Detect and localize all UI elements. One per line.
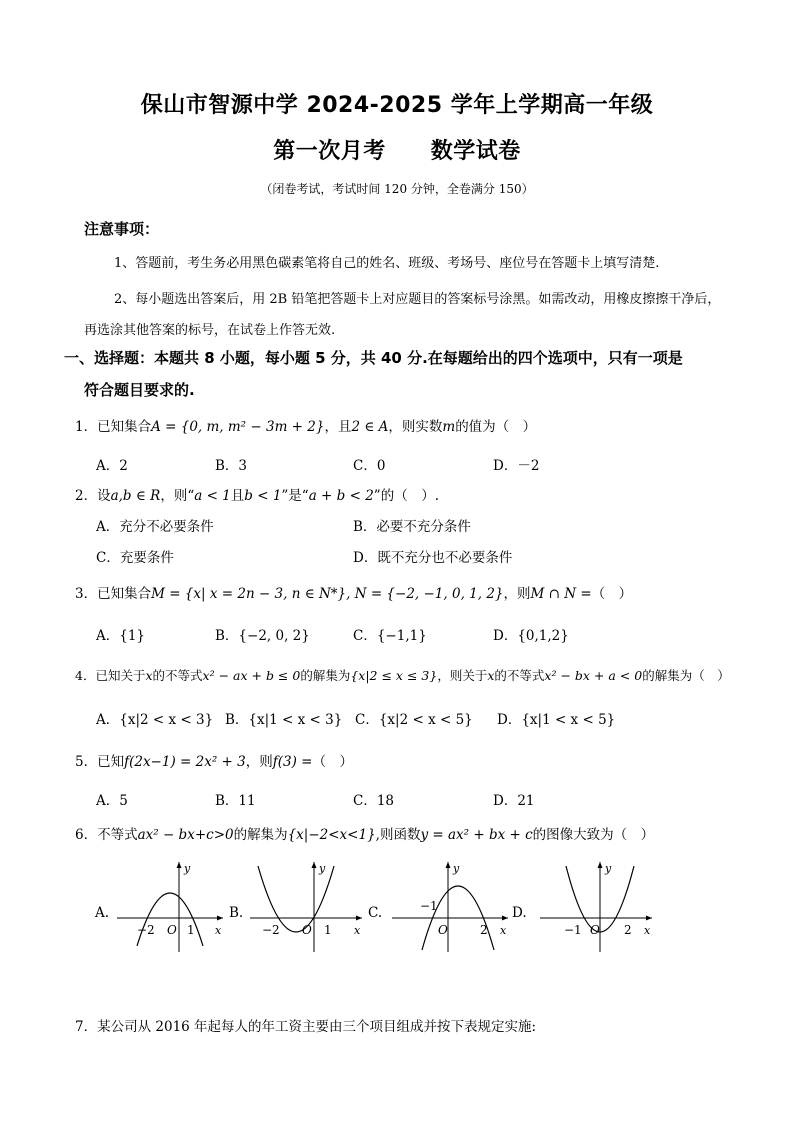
q3-option-d: D．{0,1,2} (493, 628, 569, 644)
notice-heading: 注意事项： (84, 220, 160, 238)
q4-option-d: D．{x|1 < x < 5} (497, 712, 616, 728)
graph-b-x-label: x (354, 924, 361, 937)
graph-c-x-label: x (500, 924, 507, 937)
question-1: 1．已知集合A = {0, m, m² − 3m + 2}，且2 ∈ A，则实数m的值为（ ） (75, 419, 537, 435)
q2-option-c: C．充要条件 (96, 550, 174, 566)
graph-b-origin: O (302, 923, 312, 937)
q6-graph-a (115, 858, 227, 954)
graph-c-origin: O (438, 923, 448, 937)
q1-option-a: A．2 (96, 458, 128, 474)
q3-option-a: A．{1} (96, 628, 146, 644)
graph-d-origin: O (590, 923, 600, 937)
notice-item-1: 1、答题前，考生务必用黑色碳素笔将自己的姓名、班级、考场号、座位号在答题卡上填写清楚. (114, 256, 660, 271)
notice-item-2b: 再选涂其他答案的标号，在试卷上作答无效. (84, 323, 336, 338)
q5-option-d: D．21 (493, 793, 535, 809)
question-4: 4．已知关于x的不等式x² − ax + b ≤ 0的解集为{x|2 ≤ x ≤ 3}，则关于x的不等式x² − bx + a < 0的解集为（ ） (75, 668, 730, 683)
graph-a-root-left: −2 (137, 923, 155, 937)
graph-a-x-label: x (215, 924, 222, 937)
q6-graph-d (538, 858, 656, 954)
q1-option-c: C．0 (353, 458, 386, 474)
graph-c-root-left: −1 (420, 899, 438, 913)
graph-d-root-right: 2 (624, 923, 632, 937)
q1-option-b: B．3 (215, 458, 248, 474)
graph-a-y-label: y (184, 862, 191, 875)
q6-graph-b (248, 858, 366, 954)
question-3: 3．已知集合M = {x| x = 2n − 3, n ∈ N*}, N = {−2, −1, 0, 1, 2}，则M ∩ N =（ ） (75, 586, 633, 602)
question-7: 7．某公司从 2016 年起每人的年工资主要由三个项目组成并按下表规定实施: (75, 1019, 537, 1035)
q2-option-b: B．必要不充分条件 (353, 519, 471, 535)
exam-note: （闭卷考试，考试时间 120 分钟，全卷满分 150） (260, 182, 534, 196)
exam-title-line2: 第一次月考 数学试卷 (273, 139, 521, 164)
q2-option-d: D．既不充分也不必要条件 (353, 550, 513, 566)
q6-option-b-label: B. (229, 905, 244, 921)
question-5: 5．已知f(2x−1) = 2x² + 3，则f(3) =（ ） (75, 754, 353, 770)
q5-option-b: B．11 (215, 793, 256, 809)
graph-c-y-label: y (453, 862, 460, 875)
section-heading-a: 一、选择题：本题共 8 小题，每小题 5 分，共 40 分.在每题给出的四个选项中，只有一项是 (64, 349, 683, 367)
q6-graph-c (390, 858, 512, 954)
q4-option-c: C．{x|2 < x < 5} (355, 712, 473, 728)
q6-option-c-label: C. (368, 905, 383, 921)
q6-option-a-label: A. (95, 905, 110, 921)
graph-c-root-right: 2 (480, 923, 488, 937)
section-heading-b: 符合题目要求的. (84, 381, 195, 399)
q2-option-a: A．充分不必要条件 (96, 519, 214, 535)
q5-option-c: C．18 (353, 793, 395, 809)
exam-title-line1: 保山市智源中学 2024-2025 学年上学期高一年级 (140, 93, 654, 118)
q4-option-b: B．{x|1 < x < 3} (225, 712, 343, 728)
q4-option-a: A．{x|2 < x < 3} (96, 712, 214, 728)
graph-d-root-left: −1 (564, 923, 582, 937)
q3-option-c: C．{−1,1} (353, 628, 427, 644)
q1-option-d: D．－2 (493, 458, 540, 474)
graph-b-root-right: 1 (324, 923, 332, 937)
q5-option-a: A．5 (96, 793, 128, 809)
graph-b-y-label: y (319, 862, 326, 875)
graph-d-x-label: x (644, 924, 651, 937)
graph-b-root-left: −2 (262, 923, 280, 937)
question-6: 6．不等式ax² − bx+c>0的解集为{x|−2<x<1},则函数y = ax² + bx + c的图像大致为（ ） (75, 827, 655, 843)
graph-d-y-label: y (605, 862, 612, 875)
q6-option-d-label: D. (512, 905, 527, 921)
question-2: 2．设a,b ∈ R，则“a < 1且b < 1”是“a + b < 2”的（ ）. (75, 488, 439, 504)
q3-option-b: B．{−2, 0, 2} (215, 628, 310, 644)
graph-a-origin: O (167, 923, 177, 937)
graph-a-root-right: 1 (187, 923, 195, 937)
notice-item-2a: 2、每小题选出答案后，用 2B 铅笔把答题卡上对应题目的答案标号涂黑。如需改动，用橡皮擦擦干净后， (114, 292, 721, 307)
